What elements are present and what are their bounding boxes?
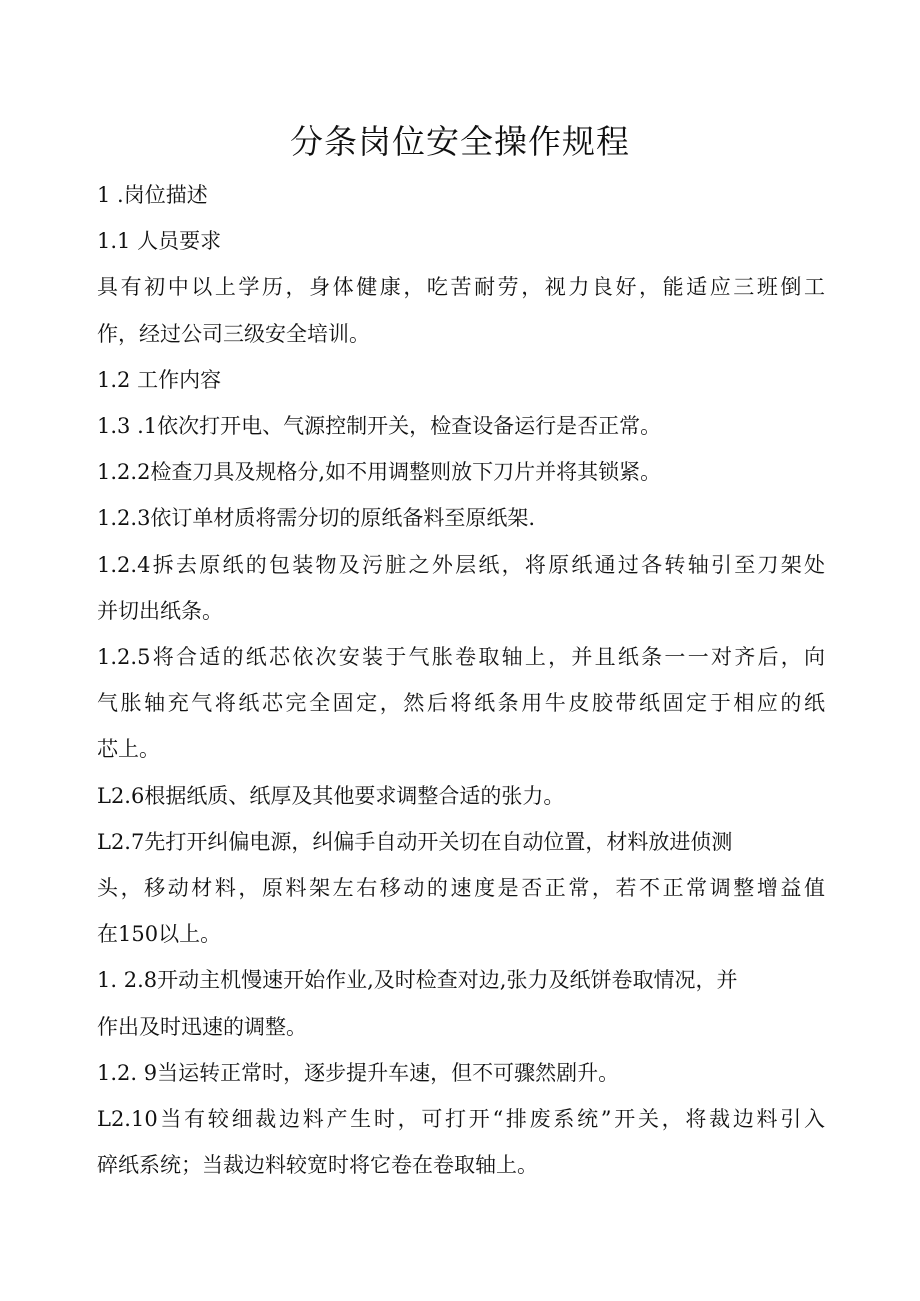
paragraph-line: 1. 2.8开动主机慢速开始作业,及时检查对边,张力及纸饼卷取情况，并 — [97, 968, 738, 993]
document-body — [97, 172, 825, 1188]
paragraph-line: 1.2.2检查刀具及规格分,如不用调整则放下刀片并将其锁紧。 — [97, 460, 662, 485]
paragraph-line: L2.6根据纸质、纸厚及其他要求调整合适的张力。 — [97, 783, 565, 808]
paragraph-line: 1.3 .1依次打开电、气源控制开关，检查设备运行是否正常。 — [97, 414, 662, 439]
paragraph-line: L2.10当有较细裁边料产生时，可打开“排废系统”开关，将裁边料引入 — [97, 1107, 825, 1132]
section-heading: 1 .岗位描述 — [97, 183, 208, 207]
paragraph-line: 1.2. 9当运转正常时，逐步提升车速，但不可骤然剧升。 — [97, 1060, 620, 1085]
subsection-heading: 1.1 人员要求 — [97, 229, 222, 254]
paragraph-line: 并切出纸条。 — [97, 598, 223, 623]
paragraph-line: 1.2.4拆去原纸的包装物及污脏之外层纸，将原纸通过各转轴引至刀架处 — [97, 552, 825, 577]
paragraph-line: 芯上。 — [97, 737, 160, 762]
paragraph-line: L2.7先打开纠偏电源，纠偏手自动开关切在自动位置，材料放进侦测 — [97, 829, 733, 854]
paragraph-line: 气胀轴充气将纸芯完全固定，然后将纸条用牛皮胶带纸固定于相应的纸 — [97, 691, 825, 716]
paragraph-line: 在150以上。 — [97, 922, 222, 947]
document-title: 分条岗位安全操作规程 — [290, 122, 630, 161]
paragraph-line: 头，移动材料，原料架左右移动的速度是否正常，若不正常调整增益值 — [97, 876, 825, 901]
paragraph-line: 作，经过公司三级安全培训。 — [97, 321, 370, 346]
subsection-heading: 1.2 工作内容 — [97, 367, 222, 392]
paragraph-line: 作出及时迅速的调整。 — [97, 1014, 307, 1039]
paragraph-line: 碎纸系统；当裁边料较宽时将它卷在卷取轴上。 — [97, 1153, 538, 1178]
paragraph-line: 1.2.5将合适的纸芯依次安装于气胀卷取轴上，并且纸条一一对齐后，向 — [97, 645, 825, 670]
paragraph-line: 具有初中以上学历，身体健康，吃苦耐劳，视力良好，能适应三班倒工 — [97, 275, 825, 300]
paragraph-line: 1.2.3依订单材质将需分切的原纸备料至原纸架. — [97, 506, 536, 531]
